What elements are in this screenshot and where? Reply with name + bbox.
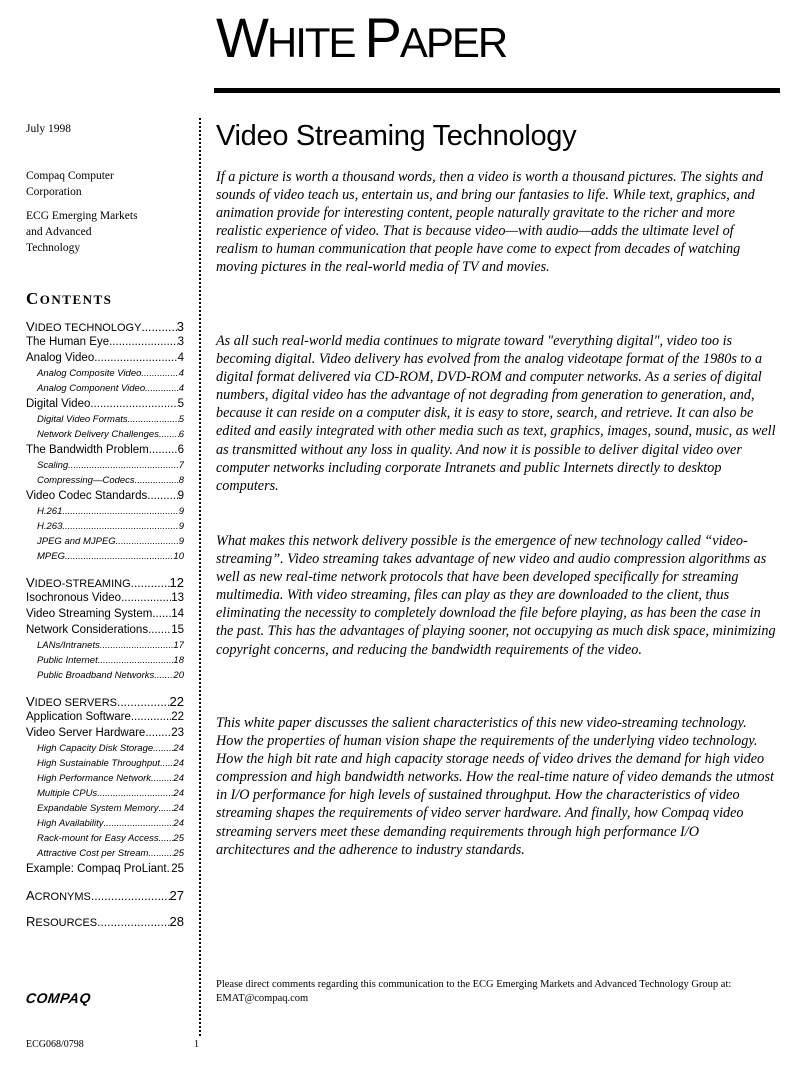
- toc-page: 9: [178, 506, 184, 517]
- toc-page: 7: [178, 460, 184, 471]
- toc-section[interactable]: [26, 694, 184, 711]
- toc-subentry[interactable]: [26, 521, 184, 536]
- banner-rule: [214, 88, 780, 93]
- toc-subentry[interactable]: [26, 536, 184, 551]
- toc-leader: [160, 758, 173, 769]
- page-number: 1: [194, 1039, 199, 1050]
- toc-label: RESOURCES: [26, 914, 98, 929]
- toc-section[interactable]: [26, 575, 184, 592]
- toc-leader: [148, 624, 171, 636]
- toc-label: LANs/Intranets: [37, 640, 100, 651]
- toc-page: 9: [177, 490, 184, 502]
- group-name: ECG Emerging Markets and Advanced Technology: [26, 210, 138, 254]
- toc-page: 6: [177, 444, 184, 456]
- toc-page: 4: [178, 368, 184, 379]
- toc-label: Digital Video Formats: [37, 414, 128, 425]
- toc-leader: [62, 521, 178, 532]
- toc-subentry[interactable]: [26, 383, 184, 398]
- toc-subentry[interactable]: [26, 475, 184, 490]
- toc-subentry[interactable]: [26, 833, 184, 848]
- toc-leader: [97, 788, 173, 799]
- white-paper-banner: WHITE PAPER: [216, 6, 507, 69]
- toc-page: 25: [171, 863, 184, 875]
- compaq-logo: COMPAQ: [24, 990, 93, 1006]
- toc-leader: [153, 743, 173, 754]
- toc-page: 27: [169, 888, 184, 903]
- toc-label: Analog Composite Video: [37, 368, 142, 379]
- toc-entry[interactable]: [26, 444, 184, 460]
- toc-leader: [159, 429, 179, 440]
- toc-label: Analog Component Video: [37, 383, 146, 394]
- toc-subentry[interactable]: [26, 848, 184, 863]
- toc-page: 24: [173, 818, 184, 829]
- toc-leader: [145, 383, 179, 394]
- toc-label: Compressing—Codecs: [37, 475, 135, 486]
- toc-page: 6: [178, 429, 184, 440]
- toc-label: Expandable System Memory: [37, 803, 159, 814]
- toc-subentry[interactable]: [26, 640, 184, 655]
- toc-page: 4: [178, 383, 184, 394]
- toc-label: The Human Eye: [26, 336, 110, 348]
- toc-leader: [159, 833, 174, 844]
- toc-label: Isochronous Video: [26, 592, 122, 604]
- toc-label: Public Broadband Networks: [37, 670, 155, 681]
- toc-label: Example: Compaq ProLiant: [26, 863, 167, 875]
- toc-subentry[interactable]: [26, 670, 184, 685]
- toc-label: VIDEO TECHNOLOGY: [26, 319, 142, 334]
- comments-note: Please direct comments regarding this communication to the ECG Emerging Markets and Advanced Technology Group at: EMAT@compaq.com: [216, 978, 786, 1006]
- toc-subentry[interactable]: [26, 460, 184, 475]
- toc-label: ACRONYMS: [26, 888, 91, 903]
- toc-label: High Capacity Disk Storage: [37, 743, 154, 754]
- toc-leader: [116, 536, 179, 547]
- intro-paragraph-3: What makes this network delivery possible is the emergence of new technology called “video-streaming”. Video streaming takes advantage of new video and audio compression algorithms as well as new real-time network protocols that have been developed specifically for streaming multimedia. With video streaming, files can play as they are downloaded to the client, thus eliminating the necessity to completely download the file before playing, as has been the case in the past. This has the advantages of playing sooner, not occupying as much disk space, minimizing copyright concerns, and reducing the bandwidth requirements of the video.: [216, 533, 776, 658]
- toc-page: 9: [178, 536, 184, 547]
- toc-label: Network Delivery Challenges: [37, 429, 159, 440]
- toc-leader: [145, 727, 171, 739]
- toc-leader: [97, 915, 169, 929]
- toc-leader: [62, 506, 178, 517]
- toc-page: 12: [169, 575, 184, 590]
- toc-entry[interactable]: [26, 490, 184, 506]
- toc-page: 10: [173, 551, 184, 562]
- toc-leader: [149, 444, 178, 456]
- toc-subentry[interactable]: [26, 758, 184, 773]
- toc-label: Rack-mount for Easy Access: [37, 833, 159, 844]
- toc-label: H.261: [37, 506, 63, 517]
- toc-entry[interactable]: [26, 592, 184, 608]
- toc-leader: [90, 398, 177, 410]
- toc-label: JPEG and MJPEG: [37, 536, 116, 547]
- toc-page: 20: [173, 670, 184, 681]
- toc-page: 22: [169, 694, 184, 709]
- toc-page: 4: [177, 352, 184, 364]
- toc-page: 14: [171, 608, 184, 620]
- toc-label: Multiple CPUs: [37, 788, 98, 799]
- toc-page: 24: [173, 803, 184, 814]
- toc-label: VIDEO-STREAMING: [26, 575, 131, 590]
- toc-page: 22: [171, 711, 184, 723]
- toc-section[interactable]: [26, 888, 184, 905]
- toc-subentry[interactable]: [26, 551, 184, 566]
- toc-entry[interactable]: [26, 727, 184, 743]
- toc-leader: [68, 460, 179, 471]
- toc-leader: [158, 803, 173, 814]
- toc-subentry[interactable]: [26, 803, 184, 818]
- contents-heading: CONTENTS: [26, 289, 113, 308]
- toc-page: 18: [173, 655, 184, 666]
- toc-leader: [141, 368, 178, 379]
- toc-entry[interactable]: [26, 608, 184, 624]
- toc-page: 5: [177, 398, 184, 410]
- toc-label: Network Considerations: [26, 624, 149, 636]
- toc-page: 24: [173, 758, 184, 769]
- toc-entry[interactable]: [26, 711, 184, 727]
- toc-subentry[interactable]: [26, 429, 184, 444]
- toc-label: Video Server Hardware: [26, 727, 146, 739]
- toc-leader: [135, 475, 179, 486]
- toc-subentry[interactable]: [26, 788, 184, 803]
- toc-page: 28: [169, 914, 184, 929]
- document-title: Video Streaming Technology: [216, 120, 577, 152]
- toc-leader: [128, 414, 179, 425]
- toc-leader: [131, 711, 171, 723]
- toc-page: 25: [173, 848, 184, 859]
- toc-label: High Availability: [37, 818, 104, 829]
- toc-label: High Performance Network: [37, 773, 152, 784]
- toc-label: Public Internet: [37, 655, 98, 666]
- toc-page: 3: [176, 319, 184, 334]
- toc-leader: [98, 655, 174, 666]
- toc-leader: [94, 352, 177, 364]
- toc-leader: [104, 818, 174, 829]
- toc-page: 5: [178, 414, 184, 425]
- toc-subentry[interactable]: [26, 506, 184, 521]
- toc-leader: [121, 592, 171, 604]
- toc-page: 24: [173, 773, 184, 784]
- toc-leader: [131, 576, 170, 590]
- toc-subentry[interactable]: [26, 818, 184, 833]
- publication-date: July 1998: [26, 123, 72, 135]
- toc-label: VIDEO SERVERS: [26, 694, 117, 709]
- toc-label: High Sustainable Throughput: [37, 758, 161, 769]
- toc-leader: [154, 670, 173, 681]
- toc-leader: [148, 848, 173, 859]
- toc-page: 9: [178, 521, 184, 532]
- toc-page: 15: [171, 624, 184, 636]
- toc-leader: [151, 773, 173, 784]
- intro-paragraph-4: This white paper discusses the salient characteristics of this new video-streaming technology. How the properties of human vision shape the requirements of the underlying video technology. How the high bit rate and high capacity storage needs of video drives the demand for high video compression and high bandwidth networks. How the real-time nature of video demands the utmost in I/O performance for high levels of sustained throughput. How the characteristics of video streaming shapes the requirements of video server hardware. And finally, how Compaq video streaming servers meet these demanding requirements through high performance I/O architectures and the adherence to industry standards.: [216, 715, 774, 858]
- contact-email[interactable]: EMAT@compaq.com: [216, 993, 309, 1004]
- toc-page: 23: [171, 727, 184, 739]
- toc-entry[interactable]: [26, 863, 184, 879]
- toc-entry[interactable]: [26, 624, 184, 640]
- toc-page: 3: [177, 336, 184, 348]
- intro-paragraph-1: If a picture is worth a thousand words, then a video is worth a thousand pictures. The sights and sounds of video teach us, entertain us, and bring our fantasies to life. While text, graphics, and animation provide for interesting content, people naturally gravitate to the richer and more realistic experience of video. That is because video—with audio—adds the ultimate level of realism to human communication that people have come to expect from decades of watching moving pictures in the real-world media of TV and movies.: [216, 169, 764, 276]
- toc-section[interactable]: [26, 914, 184, 931]
- toc-label: Application Software: [26, 711, 131, 723]
- toc-label: Video Codec Standards: [26, 490, 148, 502]
- toc-page: 24: [173, 743, 184, 754]
- toc-subentry[interactable]: [26, 368, 184, 383]
- toc-page: 17: [173, 640, 184, 651]
- toc-subentry[interactable]: [26, 743, 184, 758]
- toc-page: 8: [178, 475, 184, 486]
- toc-section[interactable]: [26, 319, 184, 336]
- toc-page: 25: [173, 833, 184, 844]
- toc-subentry[interactable]: [26, 414, 184, 429]
- toc-label: Analog Video: [26, 352, 95, 364]
- toc-page: 24: [173, 788, 184, 799]
- toc-label: Scaling: [37, 460, 69, 471]
- toc-entry[interactable]: [26, 352, 184, 368]
- intro-paragraph-2: As all such real-world media continues to migrate toward "everything digital", video too is becoming digital. Video delivery has evolved from the analog videotape format of the 1980s to a digital format delivered via CD-ROM, DVD-ROM and computer networks. As a series of digital numbers, digital video has the advantage of not degrading from generation to generation, and, because it can reside on a computer disk, it is easy to store, search, and retrieve. It can also be edited and easily integrated with other media such as text, graphics, images, sound, music, as well as transmitted without any loss in quality. And now it is possible to deliver digital video over computer networks including corporate Intranets and public Internets directly to desktop computers.: [216, 333, 776, 494]
- toc-leader: [109, 336, 177, 348]
- toc-entry[interactable]: [26, 398, 184, 414]
- toc-leader: [65, 551, 173, 562]
- toc-leader: [147, 490, 177, 502]
- document-id: ECG068/0798: [26, 1039, 84, 1050]
- company-name: Compaq Computer Corporation: [26, 170, 114, 198]
- toc-leader: [91, 889, 170, 903]
- toc-subentry[interactable]: [26, 655, 184, 670]
- toc-subentry[interactable]: [26, 773, 184, 788]
- table-of-contents: [26, 319, 184, 931]
- toc-leader: [117, 695, 170, 709]
- toc-leader: [100, 640, 174, 651]
- column-divider: [199, 118, 201, 1036]
- toc-page: 13: [171, 592, 184, 604]
- toc-label: Digital Video: [26, 398, 91, 410]
- toc-label: The Bandwidth Problem: [26, 444, 149, 456]
- toc-leader: [141, 320, 176, 334]
- toc-label: H.263: [37, 521, 63, 532]
- toc-label: MPEG: [37, 551, 65, 562]
- toc-label: Video Streaming System: [26, 608, 153, 620]
- toc-label: Attractive Cost per Stream: [37, 848, 149, 859]
- toc-entry[interactable]: [26, 336, 184, 352]
- toc-leader: [152, 608, 171, 620]
